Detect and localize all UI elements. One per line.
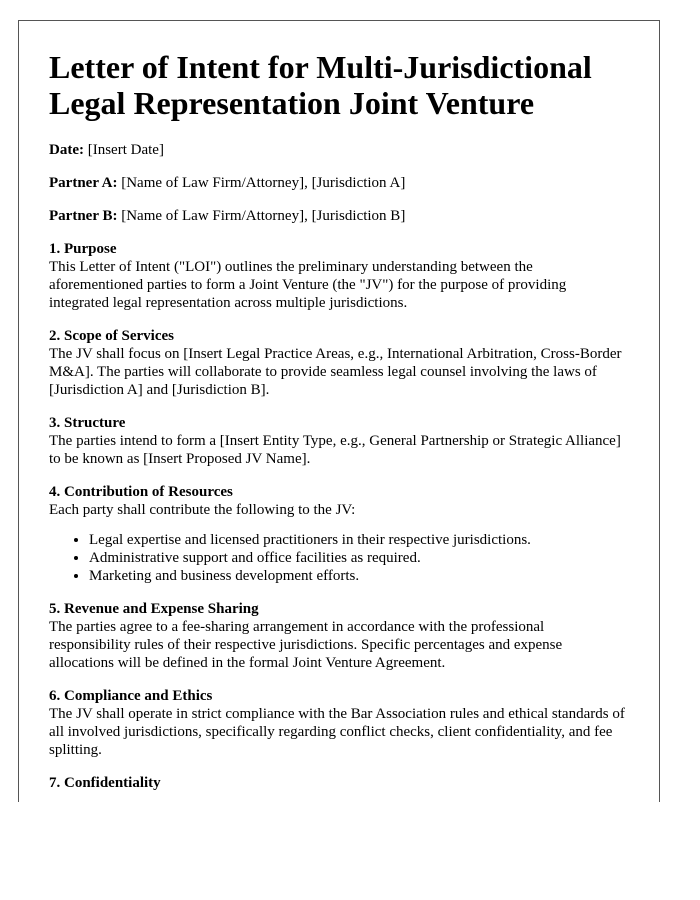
section-body: The parties agree to a fee-sharing arrangement in accordance with the professional responsibility rules of their respective jurisdictions. Specific percentages and expense allocations will be defined in the formal Joint Venture Agreement. <box>49 619 563 671</box>
resource-list <box>49 531 629 585</box>
field-label: Date: <box>49 142 84 158</box>
letter-document <box>18 20 660 802</box>
section-confidentiality <box>49 774 629 792</box>
section-body: The JV shall operate in strict compliance with the Bar Association rules and ethical standards of all involved jurisdictions, specifically regarding conflict checks, client confidentiality, and fee splitting. <box>49 706 625 758</box>
date-field <box>49 141 629 159</box>
section-purpose <box>49 240 629 312</box>
list-item: • Legal expertise and licensed practitioners in their respective jurisdictions. <box>89 531 629 549</box>
list-item: • Marketing and business development efforts. <box>89 567 629 585</box>
section-heading: 2. Scope of Services <box>49 328 174 344</box>
section-body: Each party shall contribute the following to the JV: <box>49 502 356 518</box>
field-value: [Name of Law Firm/Attorney], [Jurisdiction B] <box>117 208 406 224</box>
section-contribution <box>49 483 629 585</box>
partner-a-field <box>49 174 629 192</box>
field-label: Partner B: <box>49 208 118 224</box>
section-heading: 1. Purpose <box>49 241 117 257</box>
section-heading: 4. Contribution of Resources <box>49 484 233 500</box>
section-heading: 6. Compliance and Ethics <box>49 688 213 704</box>
section-body: The JV shall focus on [Insert Legal Practice Areas, e.g., International Arbitration, Cross-Border M&A]. The parties will collaborate to provide seamless legal counsel involving the laws of [Jurisdiction A] and [Jurisdiction B]. <box>49 346 622 398</box>
field-value: [Name of Law Firm/Attorney], [Jurisdiction A] <box>117 175 406 191</box>
document-title: Letter of Intent for Multi-Jurisdictional Legal Representation Joint Venture <box>49 49 592 121</box>
list-item: • Administrative support and office facilities as required. <box>89 549 629 567</box>
field-value: [Insert Date] <box>83 142 164 158</box>
section-revenue <box>49 600 629 672</box>
section-scope <box>49 327 629 399</box>
section-heading: 3. Structure <box>49 415 126 431</box>
section-compliance <box>49 687 629 759</box>
section-heading: 7. Confidentiality <box>49 775 161 791</box>
section-heading: 5. Revenue and Expense Sharing <box>49 601 259 617</box>
partner-b-field <box>49 207 629 225</box>
section-body: This Letter of Intent ("LOI") outlines the preliminary understanding between the aforementioned parties to form a Joint Venture (the "JV") for the purpose of providing integrated legal representation across multiple jurisdictions. <box>49 259 567 311</box>
section-body: The parties intend to form a [Insert Entity Type, e.g., General Partnership or Strategic Alliance] to be known as [Insert Proposed JV Name]. <box>49 433 621 467</box>
field-label: Partner A: <box>49 175 118 191</box>
section-structure <box>49 414 629 468</box>
